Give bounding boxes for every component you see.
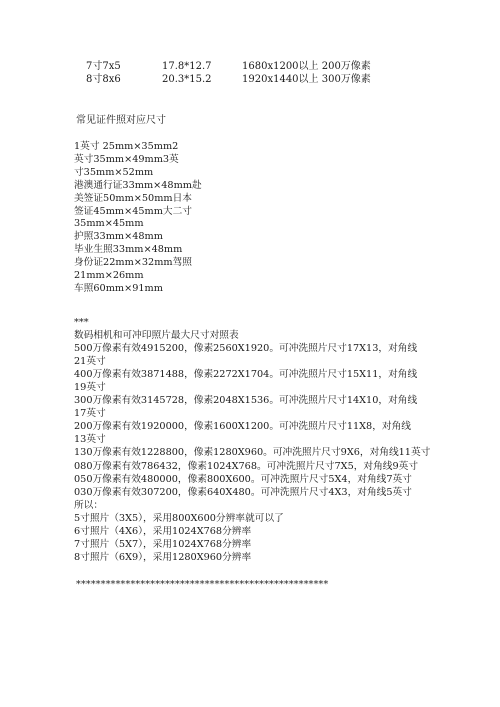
- table-cell: 20.3*15.2: [162, 73, 212, 85]
- text-line: 500万像素有效4915200，像素2560X1920。可冲洗照片尺寸17X13，对角线: [74, 343, 418, 355]
- text-line: 5寸照片（3X5），采用800X600分辨率就可以了: [74, 512, 284, 524]
- text-line: 050万像素有效480000，像素800X600。可冲洗照片尺寸5X4，对角线7英寸: [74, 473, 412, 485]
- text-line: 21mm×26mm: [74, 270, 144, 282]
- text-line: 签证45mm×45mm大二寸: [74, 205, 192, 217]
- id-photo-list: [74, 141, 202, 296]
- text-line: 300万像素有效3145728，像素2048X1536。可冲洗照片尺寸14X10，对角线: [74, 395, 418, 407]
- table-row: [0, 74, 500, 87]
- table-cell: 1680x1200以上 200万像素: [242, 61, 371, 72]
- photo-size-table: [0, 61, 500, 86]
- camera-resolution-section: [74, 316, 430, 564]
- text-line: 7寸照片（5X7），采用1024X768分辨率: [74, 538, 252, 550]
- table-cell: 8寸8x6: [86, 73, 121, 85]
- text-line: 8寸照片（6X9），采用1280X960分辨率: [74, 551, 252, 563]
- text-line: 13英寸: [74, 434, 106, 446]
- text-line: 080万像素有效786432，像素1024X768。可冲洗照片尺寸7X5，对角线9英寸: [74, 460, 419, 472]
- text-line: 英寸35mm×49mm3英: [74, 153, 179, 165]
- table-cell: 1920x1440以上 300万像素: [242, 73, 371, 85]
- text-line: 护照33mm×48mm: [74, 231, 163, 243]
- text-line: 所以：: [74, 499, 104, 511]
- id-photo-heading: 常见证件照对应尺寸: [76, 115, 166, 126]
- text-line: 寸35mm×52mm: [74, 166, 154, 178]
- text-line: 21英寸: [74, 356, 106, 368]
- text-line: 港澳通行证33mm×48mm赴: [74, 179, 202, 191]
- table-row: [0, 61, 500, 74]
- table-cell: 17.8*12.7: [162, 61, 212, 72]
- text-line: ***: [74, 317, 89, 328]
- table-cell: 7寸7x5: [86, 61, 121, 72]
- text-line: 1英寸 25mm×35mm2: [74, 141, 179, 152]
- text-line: 数码相机和可冲印照片最大尺寸对照表: [74, 330, 239, 342]
- text-line: 6寸照片（4X6），采用1024X768分辨率: [74, 525, 252, 537]
- text-line: 身份证22mm×32mm驾照: [74, 257, 192, 269]
- text-line: 130万像素有效1228800，像素1280X960。可冲洗照片尺寸9X6，对角线11英寸: [74, 447, 431, 459]
- text-line: 030万像素有效307200，像素640X480。可冲洗照片尺寸4X3，对角线5英寸: [74, 486, 412, 498]
- text-line: 400万像素有效3871488，像素2272X1704。可冲洗照片尺寸15X11，对角线: [74, 369, 418, 381]
- text-line: 车照60mm×91mm: [74, 282, 163, 294]
- text-line: 17英寸: [74, 408, 106, 420]
- text-line: 19英寸: [74, 382, 106, 394]
- text-line: 35mm×45mm: [74, 218, 144, 230]
- text-line: 毕业生照33mm×48mm: [74, 244, 183, 256]
- text-line: 美签证50mm×50mm日本: [74, 192, 192, 204]
- text-line: 200万像素有效1920000，像素1600X1200。可冲洗照片尺寸11X8，对角线: [74, 421, 411, 433]
- asterisk-separator: ***************************************************: [76, 579, 329, 590]
